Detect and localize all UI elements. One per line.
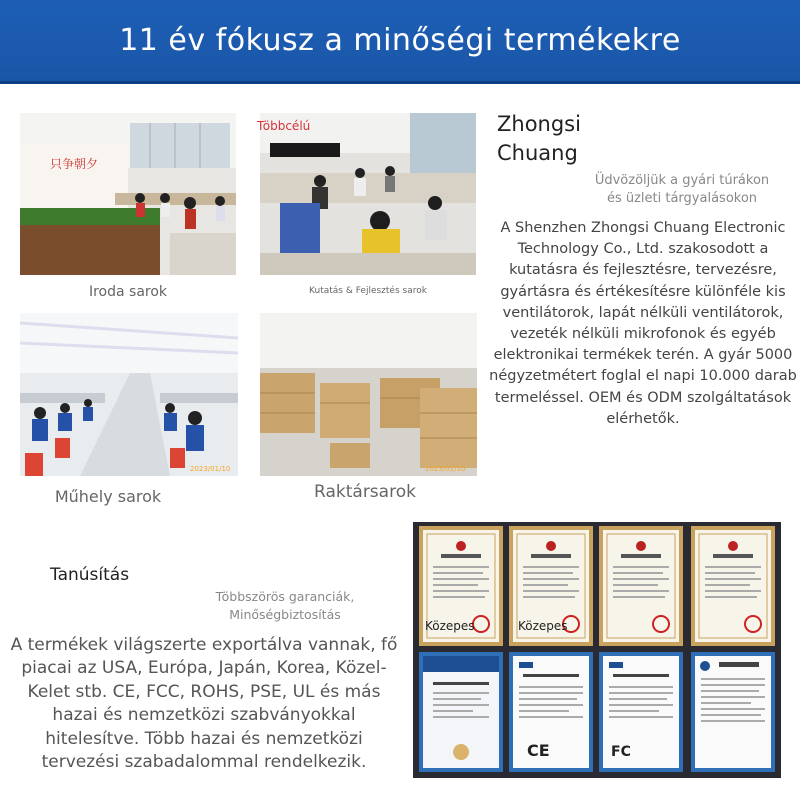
page-title: 11 év fókusz a minőségi termékekre <box>119 23 681 58</box>
svg-text:FC: FC <box>611 744 631 760</box>
certification-description: A termékek világszerte exportálva vannak, fő piacai az USA, Európa, Japán, Korea, Közel-Kelet stb. CE, FCC, ROHS, PSE, UL és más hazai és nemzetközi szabványokkal hitelesítve. Több hazai és nemzetközi tervezési szabadalommal rendelkezik. <box>10 635 398 773</box>
welcome-line2: és üzleti tárgyalásokon <box>606 191 758 206</box>
certification-subtitle-line1: Többszörös garanciák, <box>215 589 355 604</box>
certificate-overlay-label-1: Közepes <box>425 619 475 633</box>
test-report-certificate <box>691 652 775 772</box>
svg-text:2023/01/10: 2023/01/10 <box>425 465 466 473</box>
certification-subtitle-line2: Minőségbiztosítás <box>229 607 341 622</box>
svg-text:2023/01/10: 2023/01/10 <box>190 465 231 473</box>
rnd-caption: Kutatás & Fejlesztés sarok <box>309 286 427 296</box>
warehouse-photo <box>260 313 477 476</box>
welcome-text <box>582 172 782 208</box>
company-description: A Shenzhen Zhongsi Chuang Electronic Technology Co., Ltd. szakosodott a kutatásra és fejlesztésre, tervezésre, gyártásra és értékesítésre különféle kis ventilátorok, lapát nélküli ventilátorok, vezeték nélküli mikrofonok és egyéb elektronikai termékek terén. A gyár 5000 négyzetmétert foglal el napi 10.000 darab termeléssel. OEM és ODM szolgáltatások elérhetők. <box>489 220 797 427</box>
warehouse-caption: Raktársarok <box>314 482 416 502</box>
company-name <box>497 110 581 168</box>
patent-certificate-3 <box>599 526 683 646</box>
certification-title: Tanúsítás <box>50 565 130 585</box>
company-name-line1: Zhongsi <box>497 112 581 136</box>
office-photo <box>20 113 236 275</box>
rnd-photo <box>260 113 476 275</box>
conformity-certificate-1 <box>419 652 503 772</box>
certificate-overlay-label-2: Közepes <box>518 619 568 633</box>
header-banner <box>0 0 800 84</box>
company-name-line2: Chuang <box>497 141 578 165</box>
svg-text:只争朝夕: 只争朝夕 <box>50 157 99 171</box>
certification-subtitle <box>200 588 370 624</box>
svg-text:CE: CE <box>527 741 550 760</box>
conformity-certificate-2 <box>509 652 593 772</box>
certificates-panel <box>413 522 781 778</box>
workshop-caption: Műhely sarok <box>54 487 162 506</box>
office-caption: Iroda sarok <box>88 284 168 300</box>
patent-certificate-4 <box>691 526 775 646</box>
conformity-certificate-3 <box>599 652 683 772</box>
rnd-overlay-label: Többcélú <box>257 119 311 133</box>
welcome-line1: Üdvözöljük a gyári túrákon <box>594 173 770 188</box>
workshop-photo <box>20 313 238 476</box>
